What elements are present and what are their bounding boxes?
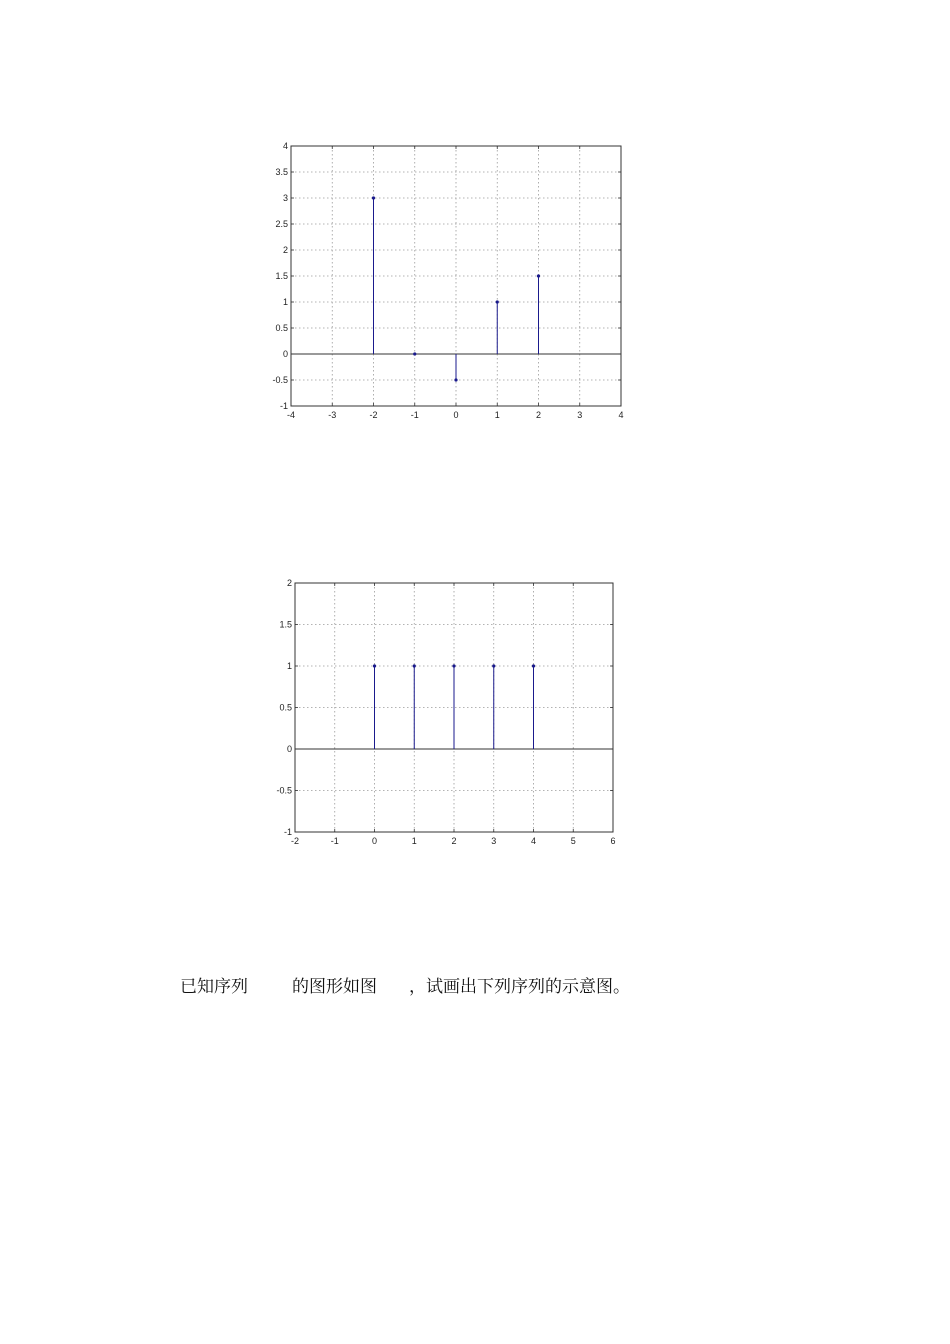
y-tick-label: 1 [282,297,288,307]
y-tick-label: 0 [282,349,288,359]
x-tick-label: -2 [290,836,300,846]
stem-marker [496,300,499,303]
stem-marker [413,664,416,667]
stem-marker [372,196,375,199]
y-tick-label: 0.5 [279,702,292,713]
stem-chart-2-svg [268,575,628,850]
problem-statement [180,975,630,999]
x-tick-label: 0 [371,836,378,846]
x-tick-label: 1 [411,836,417,846]
statement-part-3: ，试画出下列序列的示意图。 [409,977,630,997]
stem-marker [537,274,540,277]
x-tick-label: 6 [610,836,616,846]
y-tick-label: -1 [283,827,292,837]
x-tick-label: -2 [369,410,378,420]
statement-part-2: 的图形如图 [292,977,377,997]
x-tick-label: -3 [328,410,337,420]
y-tick-label: 1.5 [275,271,288,281]
x-tick-label: 5 [570,836,576,846]
stem-marker [454,378,457,381]
y-tick-label: 3 [282,193,288,203]
y-tick-label: 0 [286,744,292,754]
y-tick-label: 1.5 [279,619,292,630]
x-tick-label: -4 [286,410,296,420]
y-tick-label: 2 [286,578,292,588]
statement-part-1: 已知序列 [180,977,248,997]
stem-marker [373,664,376,667]
stem-marker [492,664,495,667]
stem-marker [452,664,455,667]
y-tick-label: 0.5 [275,323,288,333]
y-tick-label: 2 [282,245,288,255]
y-tick-label: -0.5 [272,375,288,385]
y-tick-label: -1 [279,401,288,411]
x-tick-label: 2 [535,410,542,420]
y-tick-label: 4 [282,141,288,151]
stem-chart-1-svg [262,138,632,428]
y-tick-label: 2.5 [275,219,288,229]
stem-marker [532,664,535,667]
y-tick-label: 3.5 [275,167,288,177]
x-tick-label: 1 [494,410,500,420]
stem-marker [413,352,416,355]
x-tick-label: 0 [453,410,459,420]
x-tick-label: -1 [330,836,339,846]
stem-chart-2 [268,575,628,850]
x-tick-label: 2 [451,836,457,846]
x-tick-label: 3 [577,410,583,420]
x-tick-label: 3 [491,836,497,846]
y-tick-label: -0.5 [276,785,292,796]
x-tick-label: 4 [618,410,624,420]
stem-chart-1 [262,138,632,428]
y-tick-label: 1 [286,661,292,671]
x-tick-label: 4 [530,836,537,846]
x-tick-label: -1 [410,410,419,420]
